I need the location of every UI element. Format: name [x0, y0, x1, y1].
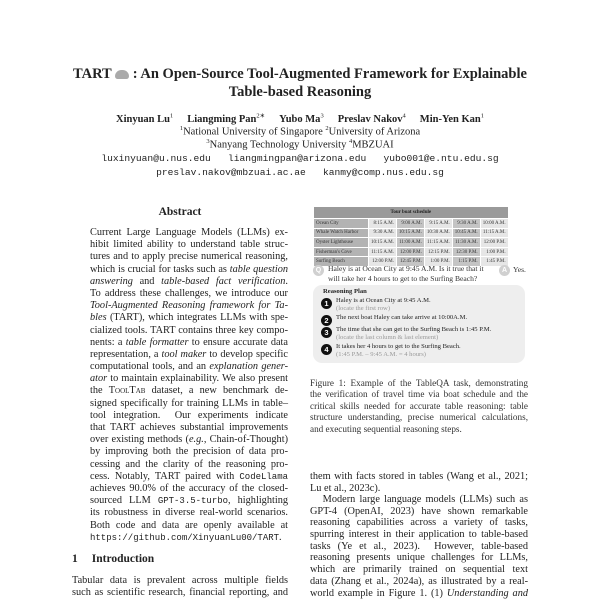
text-segment: , highlighting — [228, 495, 288, 507]
text-line — [90, 385, 288, 397]
time-cell: 12:15 P.M. — [424, 247, 452, 257]
stop-name-cell: Ocean City — [314, 219, 369, 229]
step-text: The next boat Haley can take arrive at 10:00A.M. — [336, 314, 468, 321]
text-segment: CodeLlama — [239, 471, 288, 482]
right-para1 — [310, 471, 528, 494]
text-segment: ator — [90, 373, 108, 385]
question-line: will take her 4 hours to get to the Surfing Beach? — [328, 274, 478, 283]
boat-schedule-table — [313, 207, 509, 267]
text-line: tool integration. Our experiments indicate — [90, 409, 288, 421]
step-number-icon: 4 — [321, 344, 332, 355]
text-segment: world example in Figure 1. (1) — [310, 587, 447, 599]
text-line — [90, 264, 288, 276]
time-cell: 10:00 A.M. — [480, 219, 508, 229]
text-segment: representation, a — [90, 348, 162, 360]
text-segment: (TART), which integrates LLMs with spe- — [106, 312, 288, 324]
text-line: data (Zhang et al., 2024a), as illustrated by a real- — [310, 575, 528, 587]
text-segment: . — [279, 531, 282, 543]
reasoning-step — [321, 343, 461, 359]
text-line: signed specifically for training LLMs in table– — [90, 397, 288, 409]
text-line: cessing and the clarity of the reasoning pro- — [90, 458, 288, 470]
stop-name-cell: Fisherman's Cove — [314, 247, 369, 257]
stop-name-cell: Oyster Lighthouse — [314, 238, 369, 248]
author-name: Xinyuan Lu$^1$ — [115, 112, 174, 125]
time-cell: 11:15 A.M. — [480, 228, 508, 238]
step-text: It takes her 4 hours to get to the Surfing Beach. — [336, 343, 461, 350]
introduction-heading — [72, 553, 288, 565]
time-cell: 10:15 A.M. — [369, 238, 397, 248]
text-line: that TART achieves substantial improvements — [90, 422, 288, 433]
text-segment: Tool-Augmented Reasoning framework for Ta- — [90, 300, 288, 312]
answer-text: Yes. — [513, 265, 526, 274]
step-number-icon: 1 — [321, 298, 332, 309]
text-segment: table-based fact verification — [161, 275, 286, 287]
step-number-icon: 2 — [321, 315, 332, 326]
text-line: cialized tools. TART contains three key compo- — [90, 324, 288, 336]
text-line: Both code and data are openly available at — [90, 519, 288, 531]
paper-title-line1 — [0, 66, 600, 83]
text-segment: , Chain-of-Thought) — [203, 434, 288, 446]
affiliation-line1 — [0, 125, 600, 138]
figure-1 — [313, 207, 509, 267]
time-cell: 1:00 P.M. — [480, 247, 508, 257]
table-row — [314, 238, 509, 248]
table-row — [314, 219, 509, 229]
text-segment: the — [90, 385, 109, 397]
time-cell: 1:00 P.M. — [424, 257, 452, 267]
title-tart: TART — [73, 66, 112, 82]
time-cell: 12:45 P.M. — [396, 257, 424, 267]
section-number: 1 — [72, 553, 78, 565]
text-line: by improving both the precision of data pro- — [90, 446, 288, 458]
time-cell: 1:45 P.M. — [480, 257, 508, 267]
text-line: and executing sequential reasoning steps. — [310, 423, 462, 434]
text-line: Tabular data is prevalent across multiple fields — [72, 575, 288, 586]
text-line — [90, 495, 288, 507]
text-line: which are primarily trained on sequential text — [310, 564, 528, 576]
text-line: Lu et al., 2023c). — [310, 482, 381, 494]
question-line: Haley is at Ocean City at 9:45 A.M. Is it true that it — [328, 264, 484, 273]
paper-title-line2: Table-based Reasoning — [228, 84, 372, 100]
text-line — [90, 434, 288, 446]
text-line — [90, 532, 288, 544]
text-line: spurring interest in their application to table-based — [310, 529, 528, 541]
text-line: achieves 90.0% of the accuracy of the closed- — [90, 482, 288, 494]
text-segment: nents: a — [90, 336, 126, 348]
text-line — [90, 373, 288, 385]
text-line — [90, 337, 288, 349]
author-affiliation-mark: 3 — [320, 112, 324, 119]
text-line: such as scientific research, financial reporting, and — [72, 586, 288, 598]
reasoning-step — [321, 297, 431, 313]
table-title: Tour boat schedule — [314, 207, 509, 219]
text-line: them with facts stored in tables (Wang et al., 2021; — [310, 471, 528, 482]
step-text: The time that she can get to the Surfing Beach is 1:45 P.M. — [336, 326, 492, 333]
text-line: its robustness in diverse real-world scenarios. — [90, 507, 288, 519]
author-name: Preslav Nakov$^4$ — [337, 112, 406, 125]
text-segment: to maintain explainability. We also present — [107, 373, 288, 385]
time-cell: 8:15 A.M. — [369, 219, 397, 229]
text-segment: over existing methods ( — [90, 434, 189, 446]
affiliation-mark: 4 — [348, 138, 353, 145]
text-line: tures and to apply precise numerical reasoning, — [90, 251, 288, 263]
text-segment: sourced LLM — [90, 495, 158, 507]
text-line — [90, 349, 288, 361]
text-line: the verification of travel time via boat schedule and the — [310, 389, 528, 400]
emails-line2: preslav.nakov@mbzuai.ac.ae kanmy@comp.nus.edu.sg — [156, 167, 444, 178]
text-line: reasoning capabilities across a variety of tasks, — [310, 517, 528, 529]
time-cell: 10:15 A.M. — [396, 228, 424, 238]
time-cell: 12:00 P.M. — [369, 257, 397, 267]
author-affiliation-mark: 2∗ — [256, 112, 266, 119]
text-segment: tool maker — [161, 348, 207, 360]
text-line: structure understanding, precise numerical calculations, — [310, 412, 528, 423]
author-name: Liangming Pan$^{2∗}$ — [187, 112, 266, 125]
affiliation-mark: 2 — [325, 125, 329, 132]
affiliation-name: MBZUAI — [352, 139, 394, 151]
text-line — [310, 588, 528, 600]
text-line — [90, 276, 288, 288]
table-row — [314, 228, 509, 238]
reasoning-plan-box — [313, 285, 525, 363]
question-text — [328, 264, 528, 284]
text-segment: GPT-3.5-turbo — [157, 496, 229, 507]
text-segment: to ensure accurate data — [188, 336, 288, 348]
author-name: Min-Yen Kan$^1$ — [419, 112, 485, 125]
time-cell: 12:00 P.M. — [396, 247, 424, 257]
author-list — [0, 111, 600, 125]
text-segment: cess. Notably, TART paired with — [90, 470, 240, 482]
time-cell: 11:15 A.M. — [369, 247, 397, 257]
text-segment: table formatter — [125, 336, 189, 348]
text-segment: . — [285, 275, 288, 287]
text-segment: e.g. — [188, 434, 204, 446]
introduction-body — [72, 575, 288, 598]
time-cell: 11:00 A.M. — [396, 238, 424, 248]
affiliation-mark: 3 — [206, 138, 210, 145]
tart-pastry-icon — [115, 70, 129, 79]
text-segment: to develop specific — [206, 348, 288, 360]
text-segment: computational tools, and an — [90, 361, 210, 373]
time-cell: 11:30 A.M. — [452, 238, 480, 248]
stop-name-cell: Surfing Beach — [314, 257, 369, 267]
text-line — [90, 471, 288, 483]
time-cell: 9:00 A.M. — [396, 219, 424, 229]
abstract-body — [90, 227, 288, 544]
time-cell: 9:30 A.M. — [369, 228, 397, 238]
text-segment: and — [132, 275, 162, 287]
text-segment: explanation gener- — [209, 361, 288, 373]
affiliation-line2 — [0, 138, 600, 151]
reasoning-step — [321, 326, 491, 342]
author-affiliation-mark: 1 — [480, 112, 485, 119]
step-hint: (locate the first row) — [336, 305, 391, 312]
text-segment: https://github.com/XinyuanLu00/TART — [90, 532, 280, 543]
text-line — [90, 312, 288, 324]
affiliation-mark: 1 — [179, 125, 184, 132]
affiliation-name: National University of Singapore — [183, 126, 326, 138]
text-line: Modern large language models (LLMs) such as — [310, 494, 528, 505]
time-cell: 12:00 P.M. — [480, 238, 508, 248]
abstract-heading: Abstract — [158, 206, 202, 218]
text-segment: which is crucial for tasks such as — [90, 263, 230, 275]
right-para2 — [310, 494, 528, 599]
time-cell: 9:30 A.M. — [452, 219, 480, 229]
time-cell: 10:45 A.M. — [452, 228, 480, 238]
affiliation-name: University of Arizona — [328, 126, 421, 138]
text-line: Current Large Language Models (LLMs) ex- — [90, 227, 288, 238]
text-line: GPT-4 (OpenAI, 2023) have shown remarkable — [310, 505, 528, 517]
author-affiliation-mark: 1 — [169, 112, 174, 119]
step-hint: (locate the last column & last element) — [336, 334, 439, 341]
reasoning-step — [321, 314, 468, 325]
text-line — [90, 300, 288, 312]
author-name: Yubo Ma$^3$ — [279, 112, 324, 125]
emails-line1: luxinyuan@u.nus.edu liangmingpan@arizona.edu yubo001@e.ntu.edu.sg — [101, 153, 499, 164]
text-segment: Understanding and — [446, 587, 528, 599]
affiliation-name: Nanyang Technology University — [209, 139, 349, 151]
title-rest: : An Open-Source Tool-Augmented Framework for Explainable — [132, 66, 527, 82]
figure-caption — [310, 378, 528, 435]
step-number-icon: 3 — [321, 327, 332, 338]
text-line — [90, 361, 288, 373]
text-line: reasoning presents unique challenges for LLMs, — [310, 552, 528, 564]
reasoning-plan-title: Reasoning Plan — [323, 288, 367, 295]
section-title: Introduction — [91, 553, 155, 565]
text-segment: table question — [229, 263, 288, 275]
stop-name-cell: Whale Watch Harbor — [314, 228, 369, 238]
answer-badge-icon: A — [499, 265, 510, 276]
time-cell: 10:30 A.M. — [424, 228, 452, 238]
time-cell: 1:15 P.M. — [452, 257, 480, 267]
question-badge-icon: Q — [313, 265, 324, 276]
table-row — [314, 247, 509, 257]
text-segment: dataset, a new benchmark de- — [145, 385, 289, 397]
text-line: To address these challenges, we introduce our — [90, 287, 288, 299]
text-line: tasks (Ye et al., 2023). However, table-based — [310, 540, 528, 552]
author-affiliation-mark: 4 — [402, 112, 406, 119]
text-segment: bles — [90, 312, 107, 324]
question-answer — [313, 264, 528, 284]
text-segment: ToolTab — [108, 385, 146, 397]
step-text: Haley is at Ocean City at 9:45 A.M. — [336, 297, 431, 304]
text-line: hibit limited ability to understand table struc- — [90, 239, 288, 251]
time-cell: 12:30 P.M. — [452, 247, 480, 257]
text-line: Figure 1: Example of the TableQA task, demonstrating — [310, 378, 528, 388]
time-cell: 9:15 A.M. — [424, 219, 452, 229]
text-segment: answering — [90, 275, 133, 287]
text-line: critical skills needed for accurate table reasoning: table — [310, 400, 528, 411]
step-hint: (1:45 P.M. – 9:45 A.M. = 4 hours) — [336, 351, 426, 358]
time-cell: 11:15 A.M. — [424, 238, 452, 248]
